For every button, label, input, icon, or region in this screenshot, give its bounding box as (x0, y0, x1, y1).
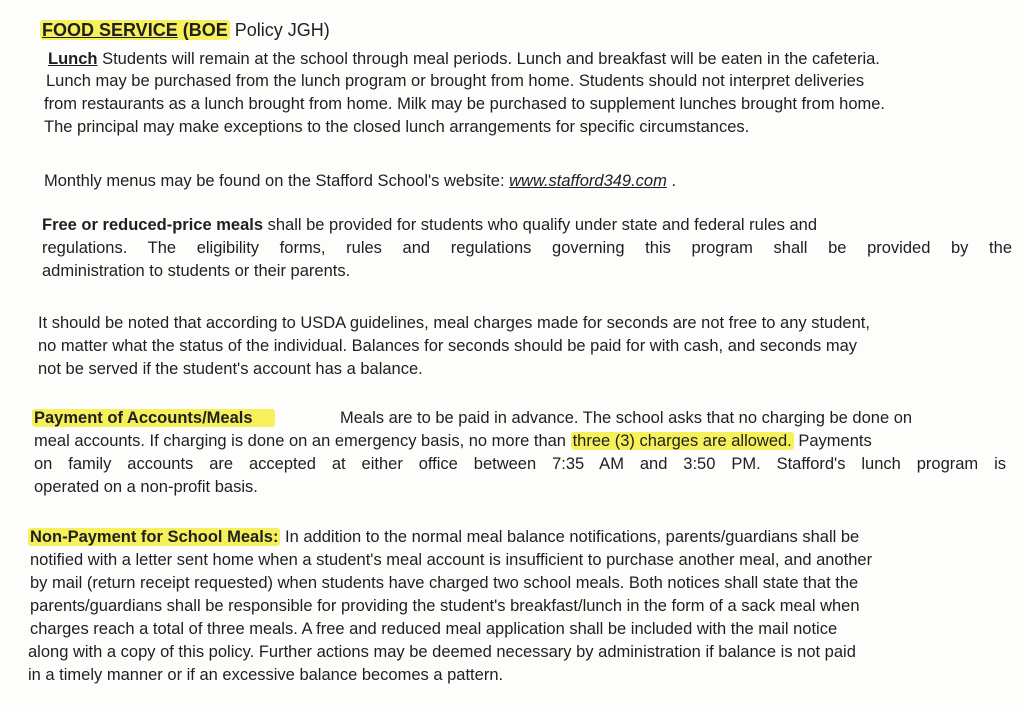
website-link[interactable]: www.stafford349.com (509, 172, 667, 190)
payment-label: Payment of Accounts/Meals (32, 409, 275, 427)
charges-allowed-highlight: three (3) charges are allowed. (572, 432, 792, 450)
policy-code: Policy JGH) (229, 20, 330, 40)
policy-paren: (BOE (182, 20, 228, 40)
food-service-heading: FOOD SERVICE (42, 20, 178, 40)
lunch-label: Lunch (48, 50, 98, 68)
document-page: FOOD SERVICE (BOE Policy JGH) Lunch Students will remain at the school through meal periods. Lunch and breakfast will be eaten in the cafeteria. Lunch may be purchased from the lunch program or brought from home. Students should not interpret deliveries from restaurants as a lunch brought from home. Milk may be purchased to supplement lunches brought from home. The principal may make exceptions to the closed lunch arrangements for specific circumstances. Monthly menus may be found on the Stafford School's website: www.stafford349.com . Free or reduced-price meals shall be provided for students who qualify under state and federal rules and regulations. The eligibility forms, rules and regulations governing this program shall be provided by the administration to students or their parents. It should be noted that according to USDA guidelines, meal charges made for seconds are not free to any student, no matter what the status of the individual. Balances for seconds should be paid for with cash, and seconds may not be served if the student's account has a balance. Payment of Accounts/Meals Meals are to be paid in advance. The school asks that no charging be done on meal accounts. If charging is done on an emergency basis, no more than three (3) charges are allowed. Payments on family accounts are accepted at either office between 7:35 AM and 3:50 PM. Stafford's lunch program is operated on a non-profit basis. Non-Payment for School Meals: In addition to the normal meal balance notifications, parents/guardians shall be notified with a letter sent home when a student's meal account is insufficient to purchase another meal, and another by mail (return receipt requested) when students have charged two school meals. Both notices shall state that the parents/guardians shall be responsible for providing the student's breakfast/lunch in the form of a sack meal when charges reach a total of three meals. A free and reduced meal application shall be included with the mail notice along with a copy of this policy. Further actions may be deemed necessary by administration if balance is not paid in a timely manner or if an excessive balance becomes a pattern. (28, 20, 1012, 684)
free-reduced-label: Free or reduced-price meals (42, 216, 264, 234)
nonpay-label: Non-Payment for School Meals: (30, 528, 279, 546)
